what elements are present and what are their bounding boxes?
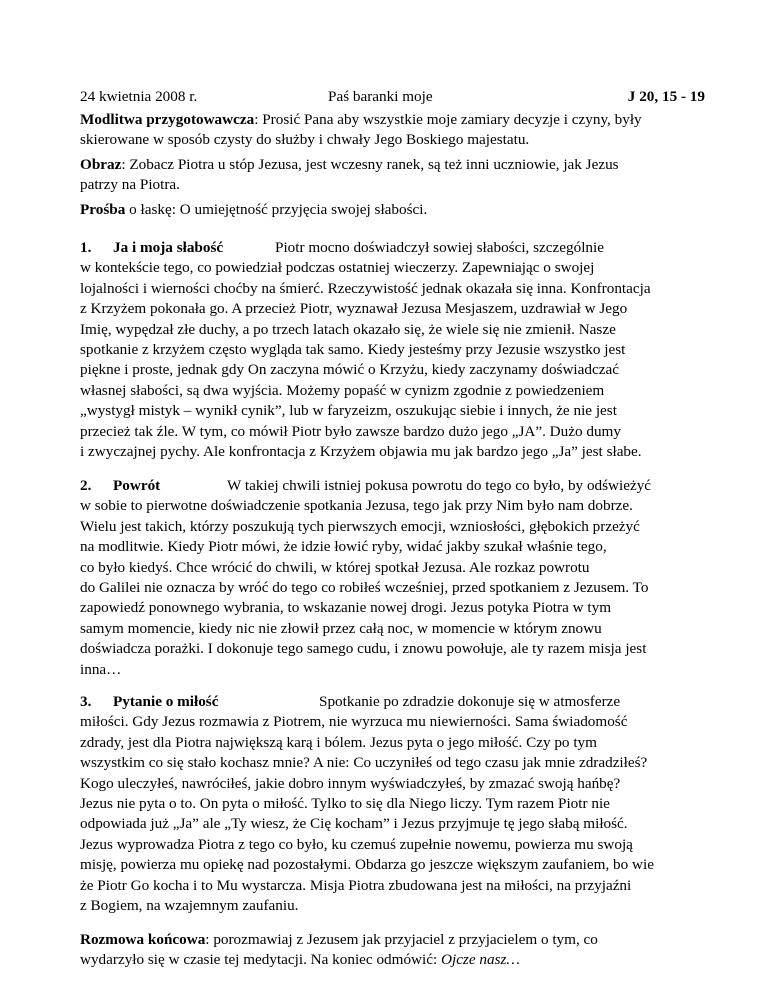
section-line: w kontekście tego, co powiedział podczas ostatniej wieczerzy. Zapewniając o swojej xyxy=(80,259,595,277)
section-3 xyxy=(80,692,700,916)
section-2 xyxy=(80,476,700,680)
closing-text-line: wydarzyło się w czasie tej medytacji. Na koniec odmówić: xyxy=(80,951,441,969)
section-line: do Galilei nie oznacza by wróć do tego co robiłeś wcześniej, przed spotkaniem z Jezusem. To xyxy=(80,579,649,597)
closing-paragraph xyxy=(80,930,700,971)
section-line: wszystkim co się stało kochasz mnie? A nie: Co uczyniłeś od tego czasu jak mnie zdradziłeś? xyxy=(80,754,648,772)
section-title: Powrót xyxy=(113,477,161,494)
section-number: 1. xyxy=(80,239,92,256)
section-line: własnej słabości, są dwa wyjścia. Możemy popaść w cynizm zgodnie z powiedzeniem xyxy=(80,381,605,399)
image-text-line: : Zobacz Piotra u stóp Jezusa, jest wczesny ranek, są też inni uczniowie, jak Jezus xyxy=(121,156,619,173)
section-1 xyxy=(80,238,700,462)
section-line: piękne i proste, jednak gdy On zaczyna mówić o Krzyżu, kiedy zaczynamy doświadczać xyxy=(80,361,619,379)
section-line: odpowiada już „Ja” ale „Ty wiesz, że Cię kocham” i Jezus przyjmuje tę jego słabą miłość. xyxy=(80,815,628,833)
section-line: misję, powierza mu opiekę nad pozostałymi. Obdarza go jeszcze większym zaufaniem, bo wie xyxy=(80,856,654,874)
section-line: że Piotr Go kocha i to Mu wystarcza. Misja Piotra zbudowana jest na miłości, na przyjaźni xyxy=(80,876,632,894)
closing-prayer: Ojcze nasz… xyxy=(441,951,520,969)
section-title: Pytanie o miłość xyxy=(113,693,219,710)
section-line: doświadcza porażki. I dokonuje tego samego cudu, i znowu powołuje, ale ty razem misja jest xyxy=(80,640,647,658)
section-title: Ja i moja słabość xyxy=(113,239,224,256)
section-line: zdrady, jest dla Piotra największą karą i bólem. Jezus pyta o jego miłość. Czy po tym xyxy=(80,733,597,751)
document-header xyxy=(80,88,705,108)
section-number: 3. xyxy=(80,693,92,710)
request-paragraph xyxy=(80,200,700,220)
section-line: przecież tak źle. W tym, co mówił Piotr było zawsze bardzo dużo jego „JA”. Dużo dumy xyxy=(80,422,621,440)
section-number: 2. xyxy=(80,477,92,494)
section-line: na modlitwie. Kiedy Piotr mówi, że idzie łowić ryby, widać jakby szukał właśnie tego, xyxy=(80,538,607,556)
request-text: o łaskę: O umiejętność przyjęcia swojej słabości. xyxy=(125,201,428,218)
prayer-text-line: skierowane w sposób czysty do służby i chwały Jego Boskiego majestatu. xyxy=(80,131,530,149)
section-line: Wielu jest takich, którzy poszukują tych pierwszych emocji, wzniosłości, głębokich przeżyć xyxy=(80,517,640,535)
header-title: Paś baranki moje xyxy=(328,88,433,105)
request-label: Prośba xyxy=(80,201,126,218)
section-line: Kogo uleczyłeś, nawróciłeś, jakie dobro innym wyświadczyłeś, by zmazać swoją hańbę? xyxy=(80,774,621,792)
section-line: zapowiedź ponownego wybrania, to wskazanie nowej drogi. Jezus potyka Piotra w tym xyxy=(80,599,612,617)
section-line: w sobie to pierwotne doświadczenie spotkania Jezusa, tego jak przy Nim było nam dobrze. xyxy=(80,497,633,515)
section-first-line: Piotr mocno doświadczył sowiej słabości, szczególnie xyxy=(275,239,604,256)
section-first-line: Spotkanie po zdradzie dokonuje się w atmosferze xyxy=(319,693,621,710)
section-line: Jezus nie pyta o to. On pyta o miłość. Tylko to się dla Niego liczy. Tym razem Piotr nie xyxy=(80,795,610,813)
section-line: „wystygł mistyk – wynikł cynik”, lub w faryzeizm, oszukując siebie i innych, że nie jest xyxy=(80,402,617,420)
section-line: inna… xyxy=(80,660,122,678)
section-line: samym momencie, kiedy nic nie złowił przez całą noc, w momencie w którym znowu xyxy=(80,619,602,637)
prayer-paragraph xyxy=(80,110,700,151)
section-line: Imię, wypędzał złe duchy, a po trzech latach okazało się, że wiele się nie zmienił. Nasze xyxy=(80,320,616,338)
header-scripture-reference: J 20, 15 - 19 xyxy=(627,88,705,105)
section-line: z Bogiem, na wzajemnym zaufaniu. xyxy=(80,897,299,915)
closing-text-line: : porozmawiaj z Jezusem jak przyjaciel z przyjacielem o tym, co xyxy=(205,931,598,948)
section-line: z Krzyżem pokonała go. A przecież Piotr, wyznawał Jezusa Mesjaszem, uzdrawiał w Jego xyxy=(80,300,628,318)
prayer-label: Modlitwa przygotowawcza xyxy=(80,111,255,128)
section-line: miłości. Gdy Jezus rozmawia z Piotrem, nie wyrzuca mu niewierności. Sama świadomość xyxy=(80,713,628,731)
section-line: spotkanie z krzyżem często wygląda tak samo. Kiedy jesteśmy przy Jezusie wszystko jest xyxy=(80,341,626,359)
header-date: 24 kwietnia 2008 r. xyxy=(80,88,198,105)
image-label: Obraz xyxy=(80,156,122,173)
prayer-text-line: : Prosić Pana aby wszystkie moje zamiary decyzje i czyny, były xyxy=(254,111,642,128)
section-line: lojalności i wierności choćby na śmierć. Rzeczywistość jednak okazała się inna. Konfrontacja xyxy=(80,279,651,297)
section-line: Jezus wyprowadza Piotra z tego co było, ku czemuś zupełnie nowemu, powierza mu swoją xyxy=(80,835,633,853)
section-line: i zwyczajnej pychy. Ale konfrontacja z Krzyżem objawia mu jak bardzo jego „Ja” jest słabe. xyxy=(80,443,642,461)
section-first-line: W takiej chwili istniej pokusa powrotu do tego co było, by odświeżyć xyxy=(227,477,652,494)
image-paragraph xyxy=(80,155,700,196)
closing-label: Rozmowa końcowa xyxy=(80,931,206,948)
image-text-line: patrzy na Piotra. xyxy=(80,176,180,194)
section-line: co było kiedyś. Chce wrócić do chwili, w której spotkał Jezusa. Ale rozkaz powrotu xyxy=(80,558,590,576)
